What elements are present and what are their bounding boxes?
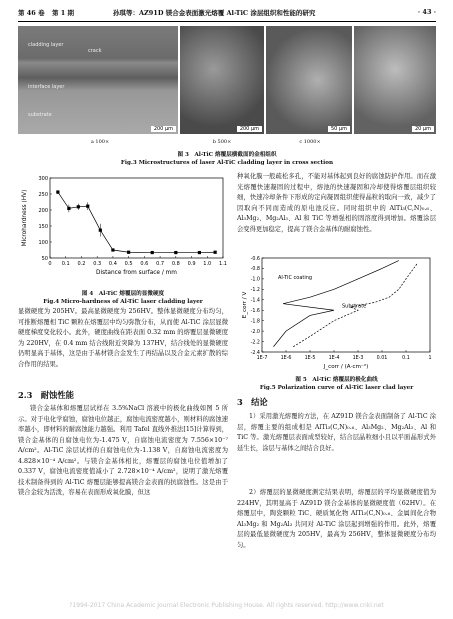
data-point (214, 251, 217, 254)
data-point (56, 190, 59, 193)
y-axis-label: Microhardness (HV) (22, 189, 28, 247)
y-axis-label: E_corr / V (242, 291, 248, 319)
figure5-caption (237, 376, 436, 392)
data-point (111, 248, 114, 251)
y-tick-label: 200 (38, 207, 48, 214)
micrograph-c (266, 26, 352, 134)
figure4-caption (18, 290, 228, 306)
subfigure-label-a: a 100× (90, 139, 110, 145)
y-tick-label: -1.2 (250, 288, 260, 294)
data-point (174, 251, 177, 254)
header-rule (18, 21, 436, 22)
x-tick-label: 1E-3 (352, 356, 364, 361)
data-point (86, 205, 89, 208)
journal-issue: 第 1 期 (52, 9, 75, 17)
interface-layer-label: interface layer (28, 84, 65, 90)
cladding-layer-label: cladding layer (28, 42, 64, 48)
polarization-chart (240, 254, 436, 374)
figure5-caption-en: Fig.5 Polarization curve of Al-TiC laser clad layer (259, 385, 414, 391)
y-tick-label: -2.4 (250, 350, 260, 356)
conclusion-1: 1）采用激光熔覆的方法，在 AZ91D 镁合金表面制备了 Al-TiC 涂层，熔覆主要的组成相是 AlTi₃(C,N)₀.₆、Al₃Mg₂、Mg₂Al₃、Al 和 TiC 等。激光熔覆层表面成型较好，结合层晶粒细小且以平面晶形式外延生长，涂层与基体之间结合良好。 (237, 413, 436, 452)
data-point (77, 205, 80, 208)
y-tick-label: -2.0 (250, 329, 260, 335)
x-tick-label: 0.01 (376, 356, 388, 361)
x-tick-label: 1.0 (203, 261, 212, 267)
copyright-footer: ?1994-2017 China Academic Journal Electronic Publishing House. All rights reserved. http://www.cnki.net (69, 602, 384, 609)
journal-volume: 第 46 卷 (18, 9, 45, 17)
x-tick-label: 0.5 (124, 261, 133, 267)
crack-label: crack (88, 48, 102, 54)
subfigure-label-c: c 1000× (299, 139, 321, 145)
x-tick-label: 0.9 (187, 261, 196, 267)
figure3-caption-en: Fig.3 Microstructures of laser Al-TiC cladding layer in cross section (120, 160, 334, 166)
x-tick-label: 0 (48, 261, 52, 267)
figure4-caption-en: Fig.4 Micro-hardness of Al-TiC laser cladding layer (43, 299, 203, 305)
data-point (67, 207, 70, 210)
x-tick-label: 0.4 (108, 261, 117, 267)
x-tick-label: 1.1 (219, 261, 227, 267)
series-line-0 (273, 261, 398, 347)
hardness-line (58, 192, 215, 252)
section-heading-2-3: 2.3 耐蚀性能 (18, 390, 74, 400)
y-tick-label: 300 (38, 175, 48, 182)
x-tick-label: 1E-4 (328, 356, 340, 361)
figure3-caption (18, 151, 436, 167)
substrate-label: substrate (28, 112, 52, 118)
scale-bar-d: 20 μm (412, 126, 434, 132)
y-tick-label: 250 (38, 191, 48, 198)
y-tick-label: -0.6 (250, 256, 260, 262)
x-tick-label: 0.1 (402, 356, 410, 361)
data-point (198, 251, 201, 254)
scale-bar-a: 200 μm (151, 126, 176, 132)
x-tick-label: 1 (428, 356, 432, 361)
x-tick-label: 1E-5 (304, 356, 316, 361)
data-point (151, 251, 154, 254)
x-tick-label: 0.3 (93, 261, 102, 267)
right-paragraph-1: 种氧化膜一般疏松多孔，不能对基体起到良好的腐蚀防护作用。而在激光熔覆快速凝固的过程中，熔池的快速凝固和冷却使得熔覆层组织较细，快速冷却条件下形成的定向凝固组织使得晶粒的取向一致，减少了因取向不同而造成的原电池反应。同时组织中的 AlTi₃(C,N)₀.₆、Al₃Mg₂、Mg₂Al₃、Al 和 TiC 等增强相的固溶度得到增加。熔覆涂层会变得更加稳定，提高了镁合金基体的耐腐蚀性。 (237, 173, 436, 233)
x-axis-label: J_corr / (A·cm⁻²) (323, 364, 369, 370)
conclusion-2: 2）熔覆层的显微硬度测定结果表明，熔覆层的平均显微硬度值为 224HV，其明显高于 AZ91D 镁合金基体的显微硬度值（62HV）。在熔覆层中，陶瓷颗粒 TiC、硬质氮化物 AlTi₃(C,N)₀.₆、金属间化合物 Al₃Mg₂ 和 Mg₂Al₃ 共同对 Al-TiC 涂层起到增强的作用。此外，熔覆层的最低显微硬度为 205HV，最高为 256HV，整体显微硬度分布均匀。 (237, 489, 436, 549)
x-axis-label: Distance from surface / mm (96, 270, 177, 276)
article-title: 孙琪等：AZ91D 镁合金表面激光熔覆 Al-TiC 涂层组织和性能的研究 (113, 9, 316, 17)
y-tick-label: -1.8 (250, 319, 260, 325)
left-paragraph-1: 显微硬度为 205HV。最高显微硬度为 256HV。整体显微硬度分布均匀，可推断熔覆相 TiC 颗粒在熔覆层中均匀弥散分布，从而使 Al-TiC 涂层显微硬度梯度变化较小。此外，硬度曲线在距表面 0.32 mm 的熔覆层显微硬度为 220HV，在 0.4 mm 结合线附近突降为 137HV，结合线处的显微硬度仍明显高于基体，这是由于基材镁合金发生了再结晶以及合金元素扩散的综合作用的结果。 (18, 308, 228, 368)
scale-bar-c: 50 μm (328, 126, 350, 132)
data-point (127, 251, 130, 254)
y-tick-label: 50 (41, 255, 48, 262)
x-tick-label: 1E-6 (280, 356, 292, 361)
x-tick-label: 0.8 (171, 261, 180, 267)
micrograph-a (18, 26, 178, 134)
data-point (99, 229, 102, 232)
x-tick-label: 0.2 (77, 261, 86, 267)
plot-frame (50, 178, 223, 258)
x-tick-label: 1E-7 (256, 356, 268, 361)
x-tick-label: 0.6 (140, 261, 149, 267)
x-tick-label: 0.1 (61, 261, 70, 267)
series-label-substrate: Substrate (342, 303, 367, 310)
micrograph-d (354, 26, 436, 134)
subfigure-label-b: b 500× (212, 139, 232, 145)
y-tick-label: 150 (38, 223, 48, 230)
page-number: · 43 · (417, 8, 436, 16)
micrograph-b (180, 26, 264, 134)
figure4-caption-cn: 图 4 Al-TiC 熔覆层的显微硬度 (81, 291, 165, 297)
y-tick-label: -1.6 (250, 309, 260, 315)
running-header (18, 8, 436, 20)
y-tick-label: -1.0 (250, 277, 260, 283)
series-label-coating: Al-TiC coating (278, 274, 313, 281)
x-tick-label: 0.7 (156, 261, 165, 267)
scale-bar-b: 200 μm (237, 126, 262, 132)
y-tick-label: -1.4 (250, 298, 260, 304)
section-heading-3: 3 结论 (237, 397, 268, 407)
y-tick-label: -2.2 (250, 340, 260, 346)
figure3-caption-cn: 图 3 Al-TiC 熔覆层横截面的金相组织 (177, 152, 277, 158)
y-tick-label: 100 (38, 239, 48, 246)
microhardness-chart (18, 172, 228, 286)
figure5-caption-cn: 图 5 Al-TiC 熔覆层的极化曲线 (295, 377, 378, 383)
left-paragraph-2: 镁合金基体和熔覆层试样在 3.5%NaCl 溶液中的极化曲线如图 5 所示。对于电化学腐蚀，腐蚀电位越正，腐蚀电流密度越小，则材料的腐蚀速率越小，即材料的耐腐蚀能力越强。利用 Tafel 直线外推法[15]计算得到，镁合金基体的自腐蚀电位为-1.475 V，自腐蚀电流密度为 7.556×10⁻⁷ A/cm²。Al-TiC 涂层试样的自腐蚀电位为-1.138 V，自腐蚀电流密度为 4.828×10⁻⁴ A/cm²。与镁合金基体相比，熔覆层的腐蚀电位值增加了 0.337 V，腐蚀电流密度值减小了 2.728×10⁻⁴ A/cm²，说明了激光熔覆技术制备得到的 Al-TiC 熔覆层能够提高镁合金表面的抗腐蚀性。这是由于镁合金较为活泼，容易在表面形成氧化膜，但这 (18, 405, 228, 496)
y-tick-label: -0.8 (250, 267, 260, 273)
